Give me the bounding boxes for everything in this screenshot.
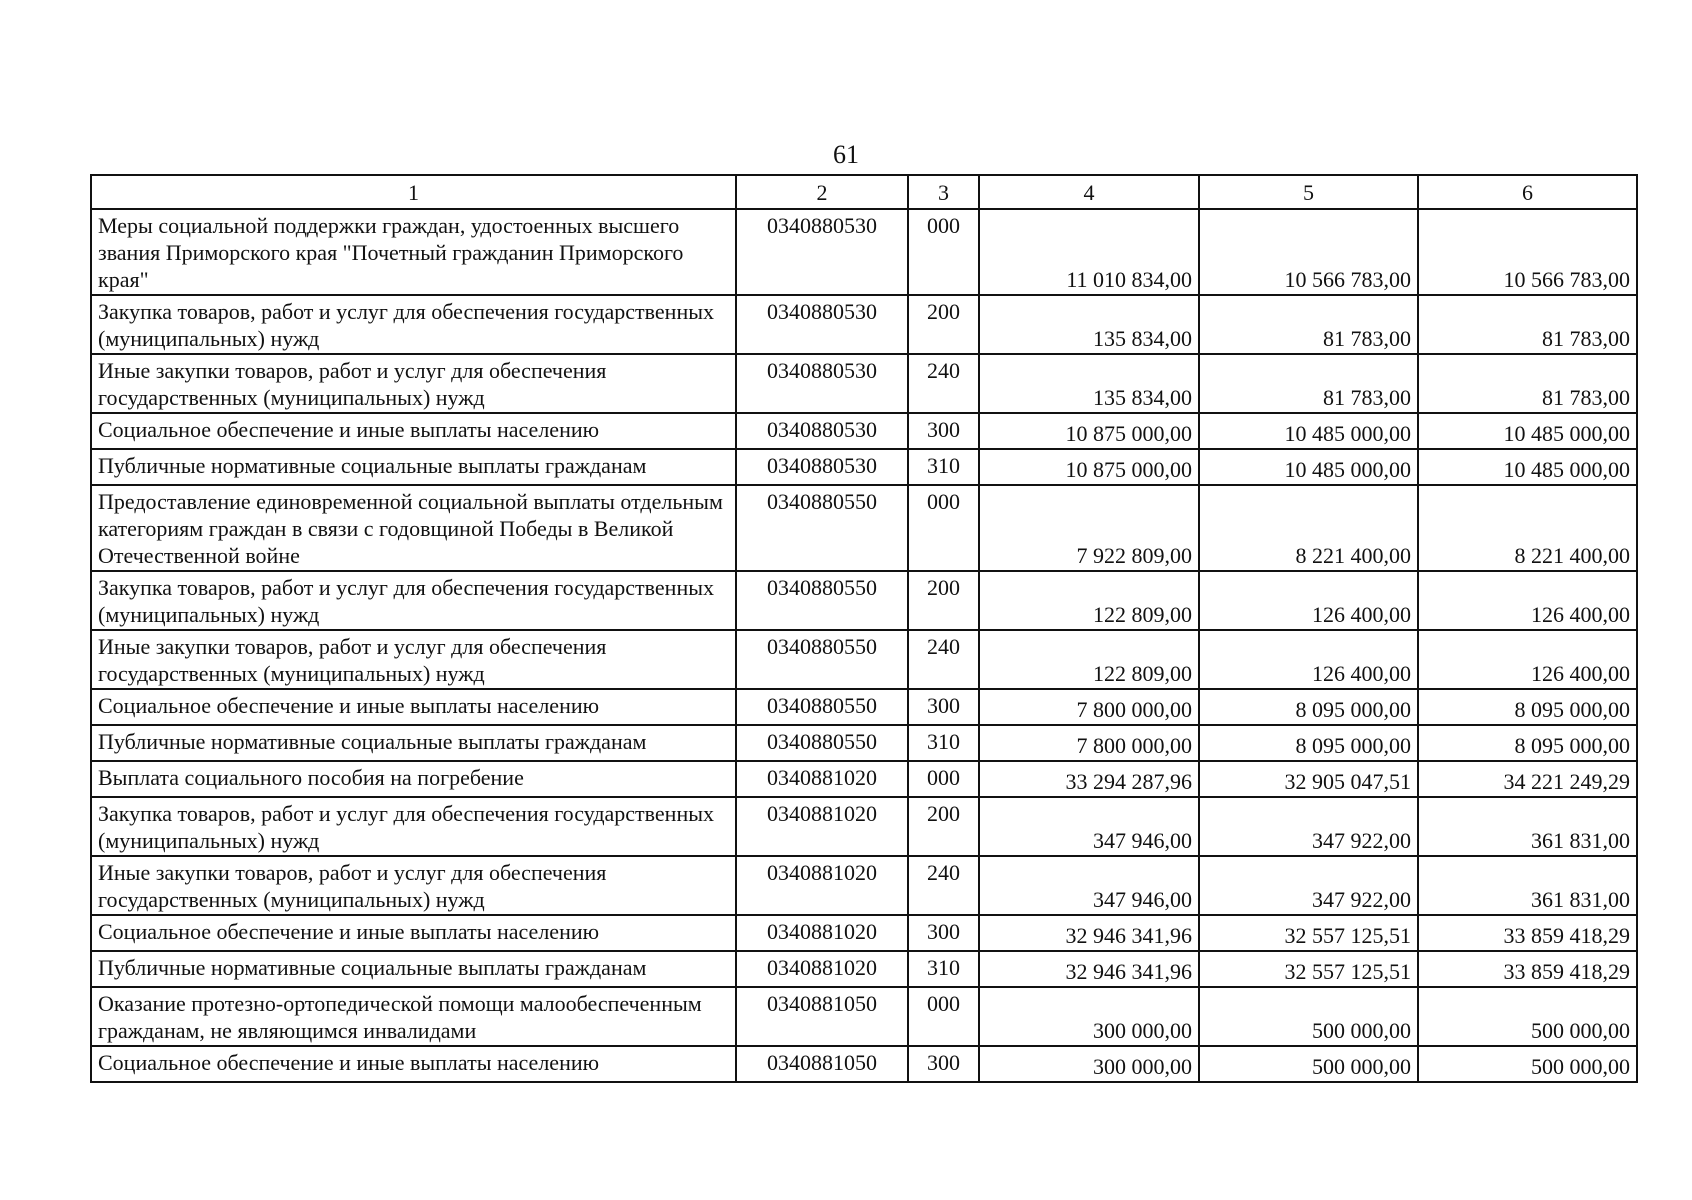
row-amount-6: 81 783,00 xyxy=(1418,295,1637,354)
row-amount-4: 10 875 000,00 xyxy=(979,413,1199,449)
row-amount-6: 10 566 783,00 xyxy=(1418,209,1637,295)
table-row xyxy=(91,485,1637,571)
row-type: 310 xyxy=(908,449,979,485)
row-type: 200 xyxy=(908,797,979,856)
row-amount-4: 300 000,00 xyxy=(979,1046,1199,1082)
row-amount-5: 8 095 000,00 xyxy=(1199,725,1418,761)
row-amount-6: 500 000,00 xyxy=(1418,1046,1637,1082)
row-type: 240 xyxy=(908,856,979,915)
header-col-3: 3 xyxy=(908,175,979,209)
row-name: Публичные нормативные социальные выплаты гражданам xyxy=(91,951,736,987)
row-type: 300 xyxy=(908,915,979,951)
page-number: 61 xyxy=(833,140,859,169)
row-amount-4: 135 834,00 xyxy=(979,354,1199,413)
row-code: 0340880550 xyxy=(736,485,908,571)
row-name: Иные закупки товаров, работ и услуг для обеспечения государственных (муниципальных) нужд xyxy=(91,354,736,413)
table-row xyxy=(91,449,1637,485)
row-amount-5: 8 095 000,00 xyxy=(1199,689,1418,725)
table-row xyxy=(91,1046,1637,1082)
row-code: 0340880550 xyxy=(736,689,908,725)
row-amount-6: 126 400,00 xyxy=(1418,630,1637,689)
table-row xyxy=(91,915,1637,951)
row-amount-4: 32 946 341,96 xyxy=(979,915,1199,951)
row-amount-4: 135 834,00 xyxy=(979,295,1199,354)
row-name: Публичные нормативные социальные выплаты гражданам xyxy=(91,725,736,761)
row-amount-5: 81 783,00 xyxy=(1199,354,1418,413)
header-col-4: 4 xyxy=(979,175,1199,209)
row-type: 000 xyxy=(908,209,979,295)
row-code: 0340881020 xyxy=(736,856,908,915)
row-type: 300 xyxy=(908,1046,979,1082)
row-amount-4: 122 809,00 xyxy=(979,630,1199,689)
row-amount-4: 7 800 000,00 xyxy=(979,725,1199,761)
table-row xyxy=(91,630,1637,689)
table-row xyxy=(91,209,1637,295)
table-row xyxy=(91,571,1637,630)
row-code: 0340881020 xyxy=(736,915,908,951)
row-name: Социальное обеспечение и иные выплаты населению xyxy=(91,1046,736,1082)
row-amount-5: 10 485 000,00 xyxy=(1199,413,1418,449)
row-name: Иные закупки товаров, работ и услуг для обеспечения государственных (муниципальных) нужд xyxy=(91,630,736,689)
row-amount-6: 8 095 000,00 xyxy=(1418,689,1637,725)
row-name: Социальное обеспечение и иные выплаты населению xyxy=(91,413,736,449)
row-code: 0340880550 xyxy=(736,725,908,761)
row-amount-4: 122 809,00 xyxy=(979,571,1199,630)
table-row xyxy=(91,689,1637,725)
row-name: Иные закупки товаров, работ и услуг для обеспечения государственных (муниципальных) нужд xyxy=(91,856,736,915)
row-amount-5: 32 557 125,51 xyxy=(1199,951,1418,987)
row-code: 0340880530 xyxy=(736,413,908,449)
row-amount-4: 347 946,00 xyxy=(979,856,1199,915)
table-row xyxy=(91,856,1637,915)
row-type: 000 xyxy=(908,485,979,571)
row-amount-4: 7 922 809,00 xyxy=(979,485,1199,571)
row-amount-5: 32 557 125,51 xyxy=(1199,915,1418,951)
header-col-2: 2 xyxy=(736,175,908,209)
row-amount-6: 126 400,00 xyxy=(1418,571,1637,630)
row-amount-4: 300 000,00 xyxy=(979,987,1199,1046)
table-row xyxy=(91,761,1637,797)
row-amount-4: 10 875 000,00 xyxy=(979,449,1199,485)
row-amount-6: 34 221 249,29 xyxy=(1418,761,1637,797)
row-amount-5: 10 485 000,00 xyxy=(1199,449,1418,485)
row-amount-5: 500 000,00 xyxy=(1199,987,1418,1046)
row-code: 0340880550 xyxy=(736,630,908,689)
row-amount-5: 500 000,00 xyxy=(1199,1046,1418,1082)
row-amount-5: 347 922,00 xyxy=(1199,856,1418,915)
row-type: 300 xyxy=(908,689,979,725)
row-amount-5: 126 400,00 xyxy=(1199,630,1418,689)
row-amount-6: 33 859 418,29 xyxy=(1418,951,1637,987)
header-col-6: 6 xyxy=(1418,175,1637,209)
row-code: 0340881020 xyxy=(736,761,908,797)
budget-table xyxy=(90,174,1638,1083)
row-amount-6: 81 783,00 xyxy=(1418,354,1637,413)
table-row xyxy=(91,413,1637,449)
row-code: 0340880530 xyxy=(736,209,908,295)
row-name: Предоставление единовременной социальной выплаты отдельным категориям граждан в связи с годовщиной Победы в Великой Отечественной войне xyxy=(91,485,736,571)
row-code: 0340880530 xyxy=(736,354,908,413)
table-row xyxy=(91,725,1637,761)
row-amount-4: 32 946 341,96 xyxy=(979,951,1199,987)
table-row xyxy=(91,797,1637,856)
row-amount-4: 7 800 000,00 xyxy=(979,689,1199,725)
row-name: Оказание протезно-ортопедической помощи малообеспеченным гражданам, не являющимся инвалидами xyxy=(91,987,736,1046)
row-type: 310 xyxy=(908,725,979,761)
row-name: Публичные нормативные социальные выплаты гражданам xyxy=(91,449,736,485)
row-type: 240 xyxy=(908,630,979,689)
row-code: 0340880530 xyxy=(736,449,908,485)
row-type: 200 xyxy=(908,571,979,630)
row-name: Меры социальной поддержки граждан, удостоенных высшего звания Приморского края "Почетный гражданин Приморского края" xyxy=(91,209,736,295)
row-name: Закупка товаров, работ и услуг для обеспечения государственных (муниципальных) нужд xyxy=(91,295,736,354)
row-amount-6: 500 000,00 xyxy=(1418,987,1637,1046)
row-amount-5: 126 400,00 xyxy=(1199,571,1418,630)
row-amount-5: 81 783,00 xyxy=(1199,295,1418,354)
row-type: 300 xyxy=(908,413,979,449)
row-code: 0340881050 xyxy=(736,987,908,1046)
row-amount-5: 8 221 400,00 xyxy=(1199,485,1418,571)
row-amount-4: 11 010 834,00 xyxy=(979,209,1199,295)
row-amount-5: 10 566 783,00 xyxy=(1199,209,1418,295)
row-amount-5: 32 905 047,51 xyxy=(1199,761,1418,797)
row-amount-6: 33 859 418,29 xyxy=(1418,915,1637,951)
row-name: Выплата социального пособия на погребение xyxy=(91,761,736,797)
row-name: Социальное обеспечение и иные выплаты населению xyxy=(91,915,736,951)
row-amount-5: 347 922,00 xyxy=(1199,797,1418,856)
header-row xyxy=(91,175,1637,209)
row-code: 0340881020 xyxy=(736,797,908,856)
row-type: 240 xyxy=(908,354,979,413)
row-code: 0340880530 xyxy=(736,295,908,354)
row-code: 0340880550 xyxy=(736,571,908,630)
row-amount-6: 8 221 400,00 xyxy=(1418,485,1637,571)
row-type: 200 xyxy=(908,295,979,354)
row-name: Закупка товаров, работ и услуг для обеспечения государственных (муниципальных) нужд xyxy=(91,797,736,856)
table-row xyxy=(91,987,1637,1046)
row-name: Социальное обеспечение и иные выплаты населению xyxy=(91,689,736,725)
row-amount-6: 361 831,00 xyxy=(1418,856,1637,915)
table-row xyxy=(91,295,1637,354)
row-type: 000 xyxy=(908,987,979,1046)
header-col-1: 1 xyxy=(91,175,736,209)
table-row xyxy=(91,951,1637,987)
row-name: Закупка товаров, работ и услуг для обеспечения государственных (муниципальных) нужд xyxy=(91,571,736,630)
row-type: 310 xyxy=(908,951,979,987)
row-amount-6: 10 485 000,00 xyxy=(1418,413,1637,449)
table-row xyxy=(91,354,1637,413)
row-amount-4: 347 946,00 xyxy=(979,797,1199,856)
row-amount-6: 361 831,00 xyxy=(1418,797,1637,856)
row-amount-4: 33 294 287,96 xyxy=(979,761,1199,797)
row-amount-6: 8 095 000,00 xyxy=(1418,725,1637,761)
row-code: 0340881020 xyxy=(736,951,908,987)
row-code: 0340881050 xyxy=(736,1046,908,1082)
header-col-5: 5 xyxy=(1199,175,1418,209)
row-type: 000 xyxy=(908,761,979,797)
row-amount-6: 10 485 000,00 xyxy=(1418,449,1637,485)
